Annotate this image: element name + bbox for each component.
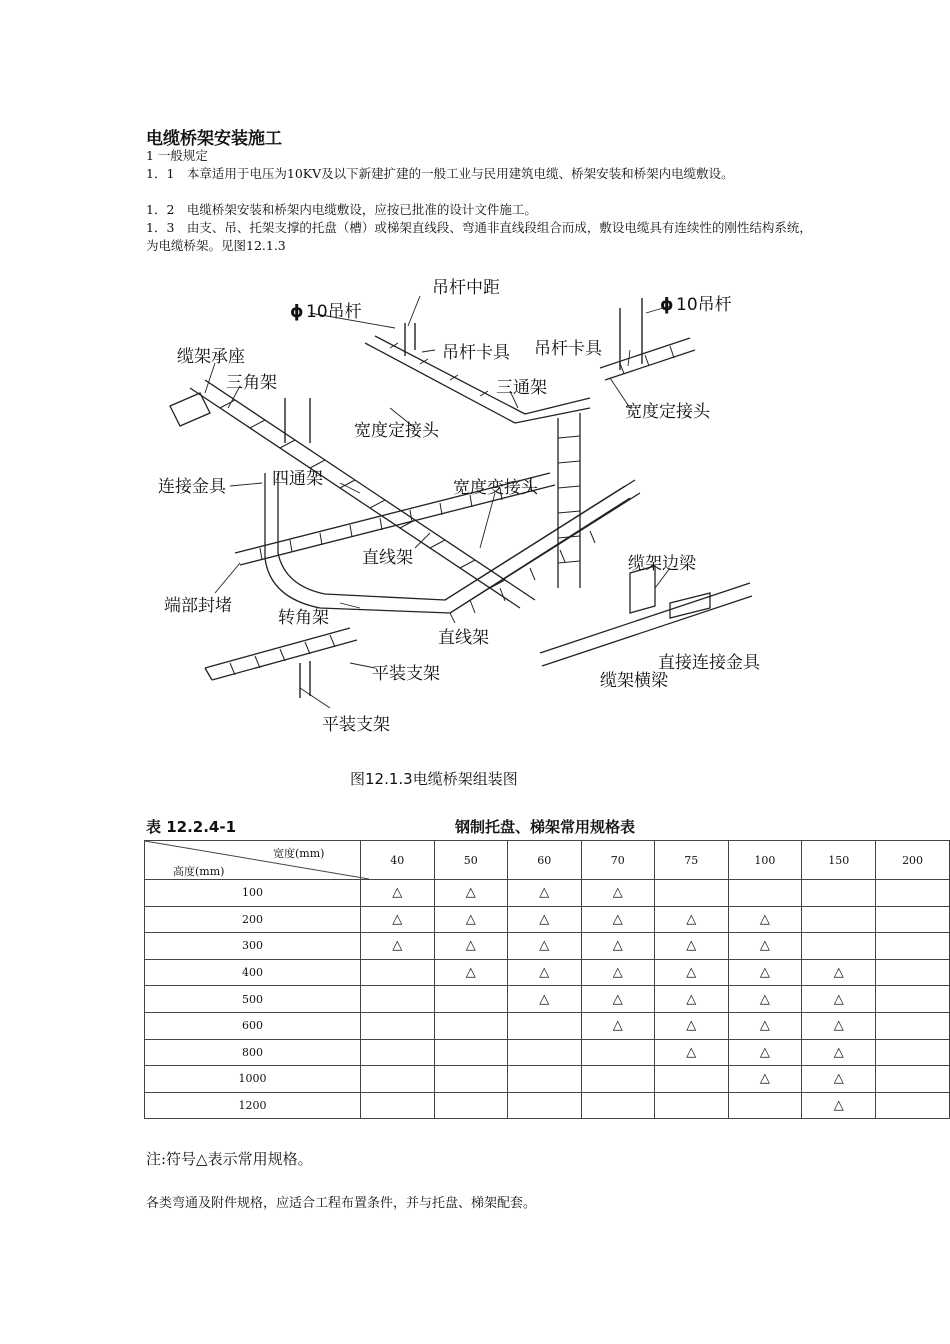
spec-cell bbox=[581, 1039, 655, 1066]
row-height-label: 1000 bbox=[145, 1066, 361, 1093]
spec-cell bbox=[876, 906, 950, 933]
label-cross-beam: 缆架横梁 bbox=[600, 671, 668, 691]
spec-cell bbox=[876, 1039, 950, 1066]
label-side-rail: 缆架边梁 bbox=[628, 554, 696, 574]
svg-text:ϕ: ϕ bbox=[660, 295, 674, 315]
paragraph-1-1: 1．1 本章适用于电压为10KV及以下新建扩建的一般工业与民用建筑电缆、桥架安装和桥架内电缆敷设。 bbox=[146, 166, 734, 181]
table-row bbox=[145, 1092, 950, 1119]
spec-cell bbox=[876, 1092, 950, 1119]
table-row bbox=[145, 959, 950, 986]
spec-cell bbox=[361, 1012, 435, 1039]
spec-cell bbox=[361, 1066, 435, 1093]
spec-cell bbox=[361, 986, 435, 1013]
paragraph-1-3: 1．3 由支、吊、托架支撑的托盘（槽）或梯架直线段、弯通非直线段组合而成，敷设电缆具有连续性的刚性结构系统，为电缆桥架。见图12.1.3 bbox=[146, 220, 812, 253]
spec-cell bbox=[434, 1012, 508, 1039]
label-width-joint-right: 宽度定接头 bbox=[625, 402, 710, 422]
corner-height-label: 高度(mm) bbox=[173, 865, 225, 878]
spec-cell: △ bbox=[728, 1066, 802, 1093]
spec-cell: △ bbox=[802, 1039, 876, 1066]
spec-cell: △ bbox=[361, 933, 435, 960]
spec-cell bbox=[876, 1012, 950, 1039]
spec-cell: △ bbox=[508, 986, 582, 1013]
label-flat-bracket-1: 平装支架 bbox=[372, 664, 440, 684]
col-header: 100 bbox=[728, 841, 802, 880]
label-triangle-frame: 三角架 bbox=[226, 373, 277, 393]
label-straight-mid: 直线架 bbox=[362, 548, 413, 568]
label-straight-bottom: 直线架 bbox=[438, 628, 489, 648]
spec-cell bbox=[361, 959, 435, 986]
spec-cell bbox=[434, 1039, 508, 1066]
spec-cell bbox=[655, 1092, 729, 1119]
spec-cell: △ bbox=[434, 959, 508, 986]
label-tray-support: 缆架承座 bbox=[177, 347, 245, 367]
spec-cell: △ bbox=[655, 986, 729, 1013]
spec-cell: △ bbox=[728, 933, 802, 960]
label-hanger-spacing: 吊杆中距 bbox=[432, 278, 500, 298]
spec-cell: △ bbox=[728, 1012, 802, 1039]
table-row bbox=[145, 1012, 950, 1039]
spec-cell bbox=[581, 1066, 655, 1093]
spec-cell: △ bbox=[655, 959, 729, 986]
corner-width-label: 宽度(mm) bbox=[273, 847, 325, 860]
spec-cell bbox=[434, 1066, 508, 1093]
spec-cell bbox=[508, 1066, 582, 1093]
col-header: 50 bbox=[434, 841, 508, 880]
spec-cell: △ bbox=[581, 906, 655, 933]
spec-cell bbox=[802, 933, 876, 960]
spec-cell: △ bbox=[361, 906, 435, 933]
spec-cell bbox=[361, 1092, 435, 1119]
col-header: 60 bbox=[508, 841, 582, 880]
note-fittings: 各类弯通及附件规格，应适合工程布置条件，并与托盘、梯架配套。 bbox=[146, 1196, 537, 1211]
spec-cell: △ bbox=[508, 933, 582, 960]
label-straight-connector: 直接连接金具 bbox=[658, 653, 760, 673]
spec-cell: △ bbox=[508, 959, 582, 986]
col-header: 150 bbox=[802, 841, 876, 880]
spec-cell bbox=[728, 1092, 802, 1119]
spec-cell: △ bbox=[655, 906, 729, 933]
label-width-joint-left: 宽度定接头 bbox=[354, 421, 439, 441]
spec-table bbox=[144, 840, 950, 1119]
cable-tray-assembly-drawing bbox=[150, 268, 950, 788]
label-flat-bracket-2: 平装支架 bbox=[322, 715, 390, 735]
spec-cell: △ bbox=[655, 1012, 729, 1039]
spec-cell bbox=[802, 880, 876, 907]
spec-cell: △ bbox=[508, 880, 582, 907]
spec-cell: △ bbox=[434, 933, 508, 960]
svg-text:ϕ: ϕ bbox=[290, 302, 304, 322]
figure-caption: 图12.1.3电缆桥架组装图 bbox=[350, 770, 518, 788]
paragraph-general: 1 一般规定 bbox=[146, 148, 208, 163]
spec-cell bbox=[876, 933, 950, 960]
col-header: 200 bbox=[876, 841, 950, 880]
table-corner-cell bbox=[145, 841, 361, 880]
label-elbow: 转角架 bbox=[278, 608, 329, 628]
label-cross: 四通架 bbox=[272, 469, 323, 489]
spec-cell: △ bbox=[802, 1012, 876, 1039]
spec-cell: △ bbox=[728, 959, 802, 986]
spec-cell: △ bbox=[581, 986, 655, 1013]
spec-cell bbox=[434, 1092, 508, 1119]
table-row bbox=[145, 1039, 950, 1066]
table-header-row bbox=[145, 841, 950, 880]
spec-cell bbox=[581, 1092, 655, 1119]
spec-cell: △ bbox=[802, 1092, 876, 1119]
spec-cell: △ bbox=[655, 1039, 729, 1066]
row-height-label: 600 bbox=[145, 1012, 361, 1039]
table-row bbox=[145, 986, 950, 1013]
col-header: 40 bbox=[361, 841, 435, 880]
document-title: 电缆桥架安装施工 bbox=[146, 129, 282, 149]
spec-cell: △ bbox=[655, 933, 729, 960]
spec-cell: △ bbox=[581, 880, 655, 907]
label-end-cap: 端部封堵 bbox=[164, 596, 232, 616]
label-width-reducer: 宽度变接头 bbox=[453, 478, 538, 498]
row-height-label: 300 bbox=[145, 933, 361, 960]
table-number: 表 12.2.4-1 bbox=[146, 818, 237, 836]
row-height-label: 800 bbox=[145, 1039, 361, 1066]
col-header: 75 bbox=[655, 841, 729, 880]
spec-cell: △ bbox=[802, 986, 876, 1013]
table-row bbox=[145, 933, 950, 960]
spec-cell bbox=[655, 1066, 729, 1093]
label-rod-right: 10吊杆 bbox=[676, 295, 732, 315]
paragraph-1-2: 1．2 电缆桥架安装和桥架内电缆敷设，应按已批准的设计文件施工。 bbox=[146, 202, 537, 217]
spec-cell: △ bbox=[581, 1012, 655, 1039]
label-rod-clamp-left: 吊杆卡具 bbox=[442, 343, 510, 363]
row-height-label: 500 bbox=[145, 986, 361, 1013]
spec-cell bbox=[876, 1066, 950, 1093]
spec-cell bbox=[876, 959, 950, 986]
spec-cell: △ bbox=[728, 906, 802, 933]
label-rod-clamp-right: 吊杆卡具 bbox=[534, 339, 602, 359]
label-tee: 三通架 bbox=[496, 378, 547, 398]
spec-cell: △ bbox=[728, 986, 802, 1013]
spec-cell: △ bbox=[802, 959, 876, 986]
spec-cell: △ bbox=[434, 880, 508, 907]
table-row bbox=[145, 906, 950, 933]
spec-cell bbox=[802, 906, 876, 933]
spec-cell: △ bbox=[802, 1066, 876, 1093]
note-symbol: 注:符号△表示常用规格。 bbox=[146, 1150, 313, 1168]
spec-cell: △ bbox=[581, 959, 655, 986]
spec-cell: △ bbox=[728, 1039, 802, 1066]
spec-cell: △ bbox=[581, 933, 655, 960]
label-rod-left: 10吊杆 bbox=[306, 302, 362, 322]
spec-cell bbox=[508, 1092, 582, 1119]
row-height-label: 100 bbox=[145, 880, 361, 907]
table-title: 钢制托盘、梯架常用规格表 bbox=[455, 818, 636, 836]
row-height-label: 1200 bbox=[145, 1092, 361, 1119]
spec-cell: △ bbox=[508, 906, 582, 933]
spec-cell: △ bbox=[361, 880, 435, 907]
spec-cell: △ bbox=[434, 906, 508, 933]
spec-cell bbox=[876, 986, 950, 1013]
spec-cell bbox=[655, 880, 729, 907]
spec-cell bbox=[361, 1039, 435, 1066]
spec-cell bbox=[728, 880, 802, 907]
label-connector: 连接金具 bbox=[158, 477, 226, 497]
spec-cell bbox=[876, 880, 950, 907]
col-header: 70 bbox=[581, 841, 655, 880]
row-height-label: 400 bbox=[145, 959, 361, 986]
table-row bbox=[145, 880, 950, 907]
table-row bbox=[145, 1066, 950, 1093]
spec-cell bbox=[508, 1012, 582, 1039]
spec-cell bbox=[434, 986, 508, 1013]
row-height-label: 200 bbox=[145, 906, 361, 933]
spec-cell bbox=[508, 1039, 582, 1066]
